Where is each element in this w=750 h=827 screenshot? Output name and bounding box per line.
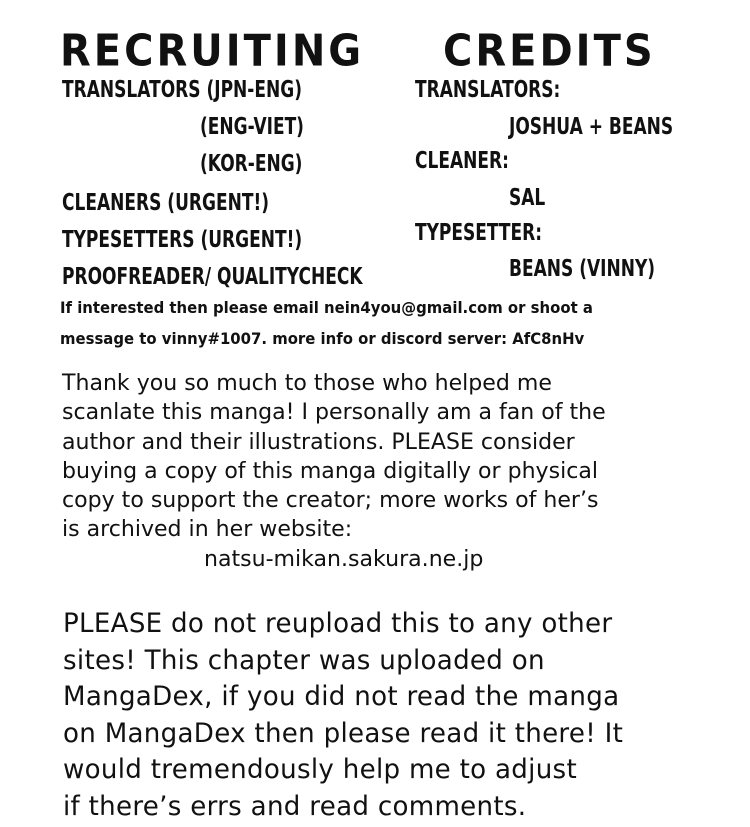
credits-typesetter-value: BEANS (VINNY) xyxy=(509,256,656,282)
recruiting-item-kor-eng: (KOR-ENG) xyxy=(200,151,303,177)
credits-translators-label: TRANSLATORS: xyxy=(415,77,561,103)
thanks-line: buying a copy of this manga digitally or physical xyxy=(62,457,598,484)
thanks-line: copy to support the creator; more works of her’s xyxy=(62,487,599,514)
contact-line-1: If interested then please email nein4you@gmail.com or shoot a xyxy=(60,298,593,317)
recruiting-item-cleaners: CLEANERS (URGENT!) xyxy=(62,190,269,216)
notice-line: would tremendously help me to adjust xyxy=(63,754,577,786)
notice-line: PLEASE do not reupload this to any other xyxy=(63,608,613,639)
credits-translators-value: JOSHUA + BEANS xyxy=(509,114,674,140)
contact-line-2: message to vinny#1007. more info or discord server: AfC8nHv xyxy=(60,329,585,348)
credits-heading: CREDITS xyxy=(443,25,656,77)
website-text: natsu-mikan.sakura.ne.jp xyxy=(204,546,484,572)
credits-cleaner-label: CLEANER: xyxy=(415,148,509,174)
thanks-line: is archived in her website: xyxy=(62,516,353,543)
recruiting-item-typesetters: TYPESETTERS (URGENT!) xyxy=(62,227,303,253)
recruiting-item-translators: TRANSLATORS (JPN-ENG) xyxy=(62,77,302,103)
credits-typesetter-label: TYPESETTER: xyxy=(415,220,543,246)
notice-line: sites! This chapter was uploaded on xyxy=(63,644,545,676)
recruiting-heading: RECRUITING xyxy=(60,25,365,77)
recruiting-item-eng-viet: (ENG-VIET) xyxy=(200,114,304,140)
credits-cleaner-value: SAL xyxy=(509,185,546,211)
thanks-line: scanlate this manga! I personally am a fan of the xyxy=(62,399,606,426)
recruiting-item-proofreader: PROOFREADER/ QUALITYCHECK xyxy=(62,264,363,290)
thanks-line: Thank you so much to those who helped me xyxy=(62,370,552,396)
thanks-line: author and their illustrations. PLEASE consider xyxy=(62,428,575,455)
thanks-paragraph xyxy=(62,369,606,545)
notice-line: MangaDex, if you did not read the manga xyxy=(63,681,620,713)
notice-line: if there’s errs and read comments. xyxy=(63,790,527,822)
notice-line: on MangaDex then please read it there! It xyxy=(63,717,624,749)
notice-paragraph xyxy=(63,606,623,826)
